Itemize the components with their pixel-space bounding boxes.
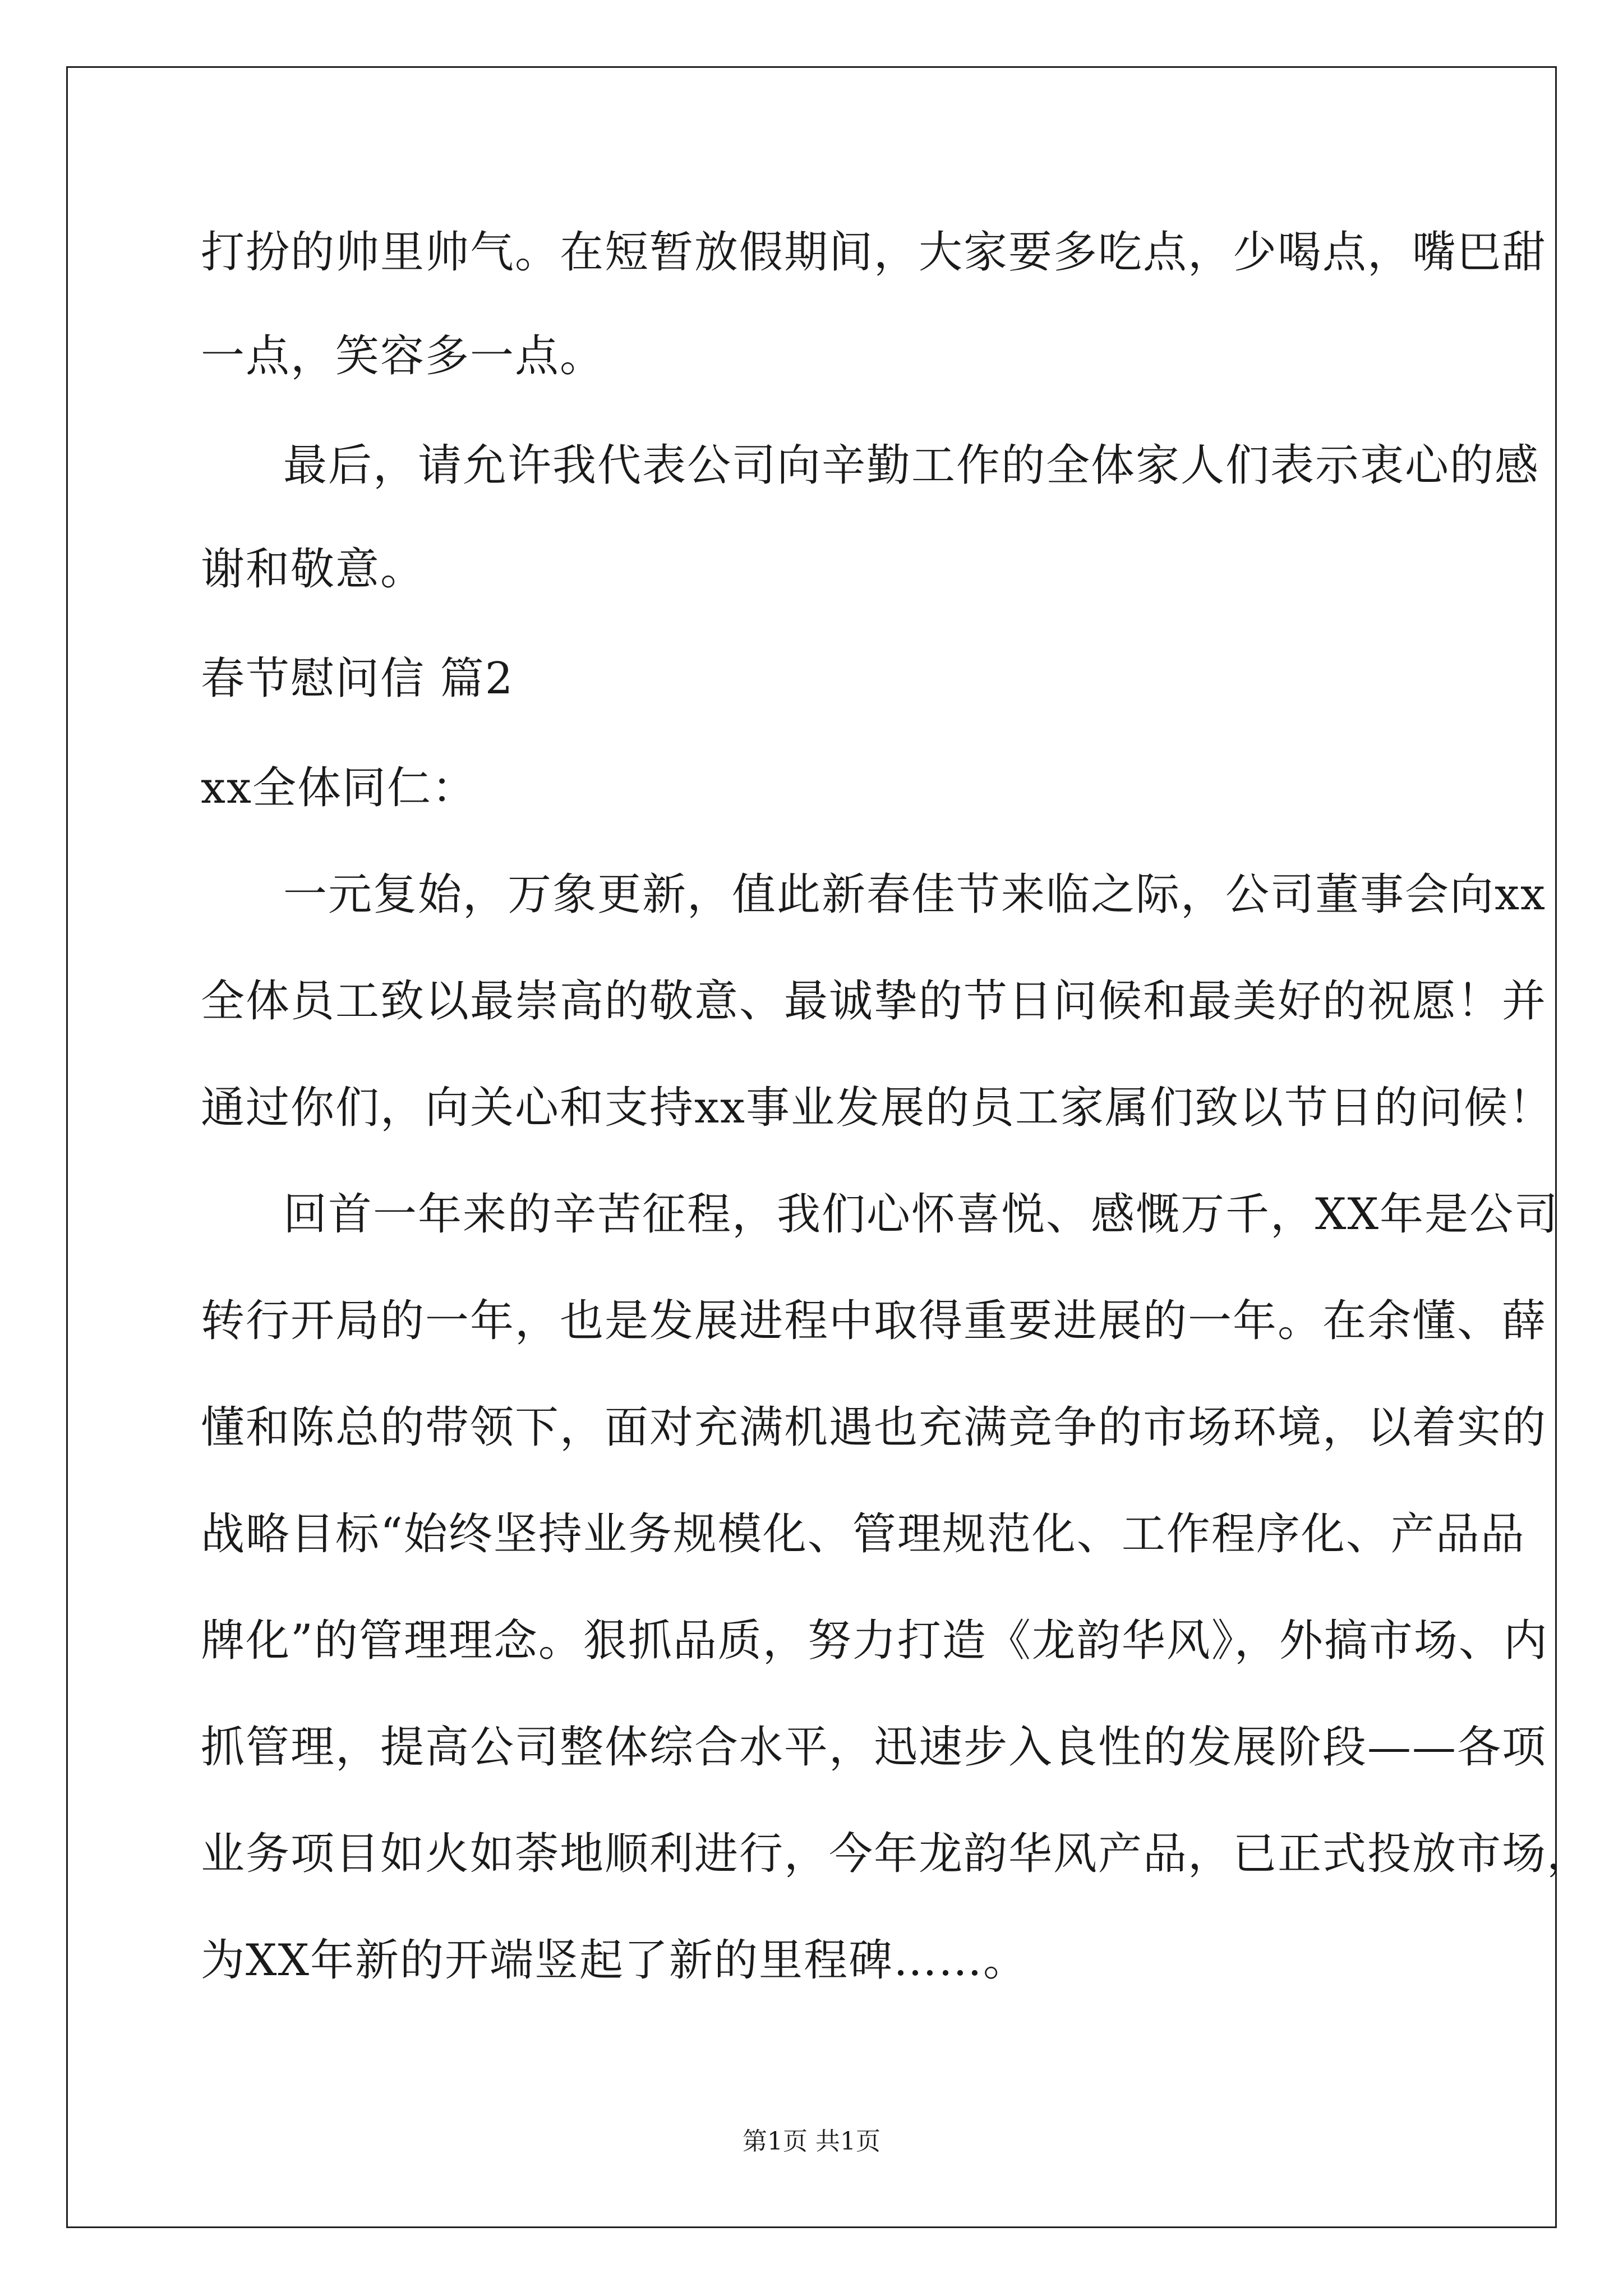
text-line: 打扮的帅里帅气。在短暂放假期间，大家要多吃点，少喝点，嘴巴甜 bbox=[201, 227, 1547, 278]
page-footer: 第1页 共1页 bbox=[743, 2127, 880, 2156]
text-line: 转行开局的一年，也是发展进程中取得重要进展的一年。在余懂、薛 bbox=[201, 1296, 1547, 1346]
text-line: 战略目标“始终坚持业务规模化、管理规范化、工作程序化、产品品 bbox=[201, 1509, 1525, 1559]
text-line: 最后，请允许我代表公司向辛勤工作的全体家人们表示衷心的感 bbox=[283, 440, 1540, 491]
text-line: 为XX年新的开端竖起了新的里程碑……。 bbox=[201, 1935, 1029, 1986]
text-line: 全体员工致以最崇高的敬意、最诚挚的节日问候和最美好的祝愿！并 bbox=[201, 976, 1547, 1027]
text-line: 通过你们，向关心和支持xx事业发展的员工家属们致以节日的问候！ bbox=[201, 1083, 1553, 1133]
page-border bbox=[66, 66, 1592, 2228]
text-line: 抓管理，提高公司整体综合水平，迅速步入良性的发展阶段——各项 bbox=[201, 1722, 1547, 1773]
text-line: 谢和敬意。 bbox=[201, 544, 426, 595]
salutation: xx全体同仁： bbox=[201, 763, 477, 813]
text-line: 回首一年来的辛苦征程，我们心怀喜悦、感慨万千，XX年是公司 bbox=[283, 1189, 1560, 1240]
text-line: 一元复始，万象更新，值此新春佳节来临之际，公司董事会向xx bbox=[283, 869, 1546, 920]
section-heading: 春节慰问信 篇2 bbox=[201, 654, 514, 704]
text-line: 一点，笑容多一点。 bbox=[201, 331, 605, 381]
text-line: 懂和陈总的带领下，面对充满机遇也充满竞争的市场环境，以着实的 bbox=[201, 1402, 1547, 1453]
text-line: 牌化”的管理理念。狠抓品质，努力打造《龙韵华风》，外搞市场、内 bbox=[201, 1616, 1548, 1666]
text-line: 业务项目如火如荼地顺利进行，今年龙韵华风产品，已正式投放市场， bbox=[201, 1829, 1592, 1879]
